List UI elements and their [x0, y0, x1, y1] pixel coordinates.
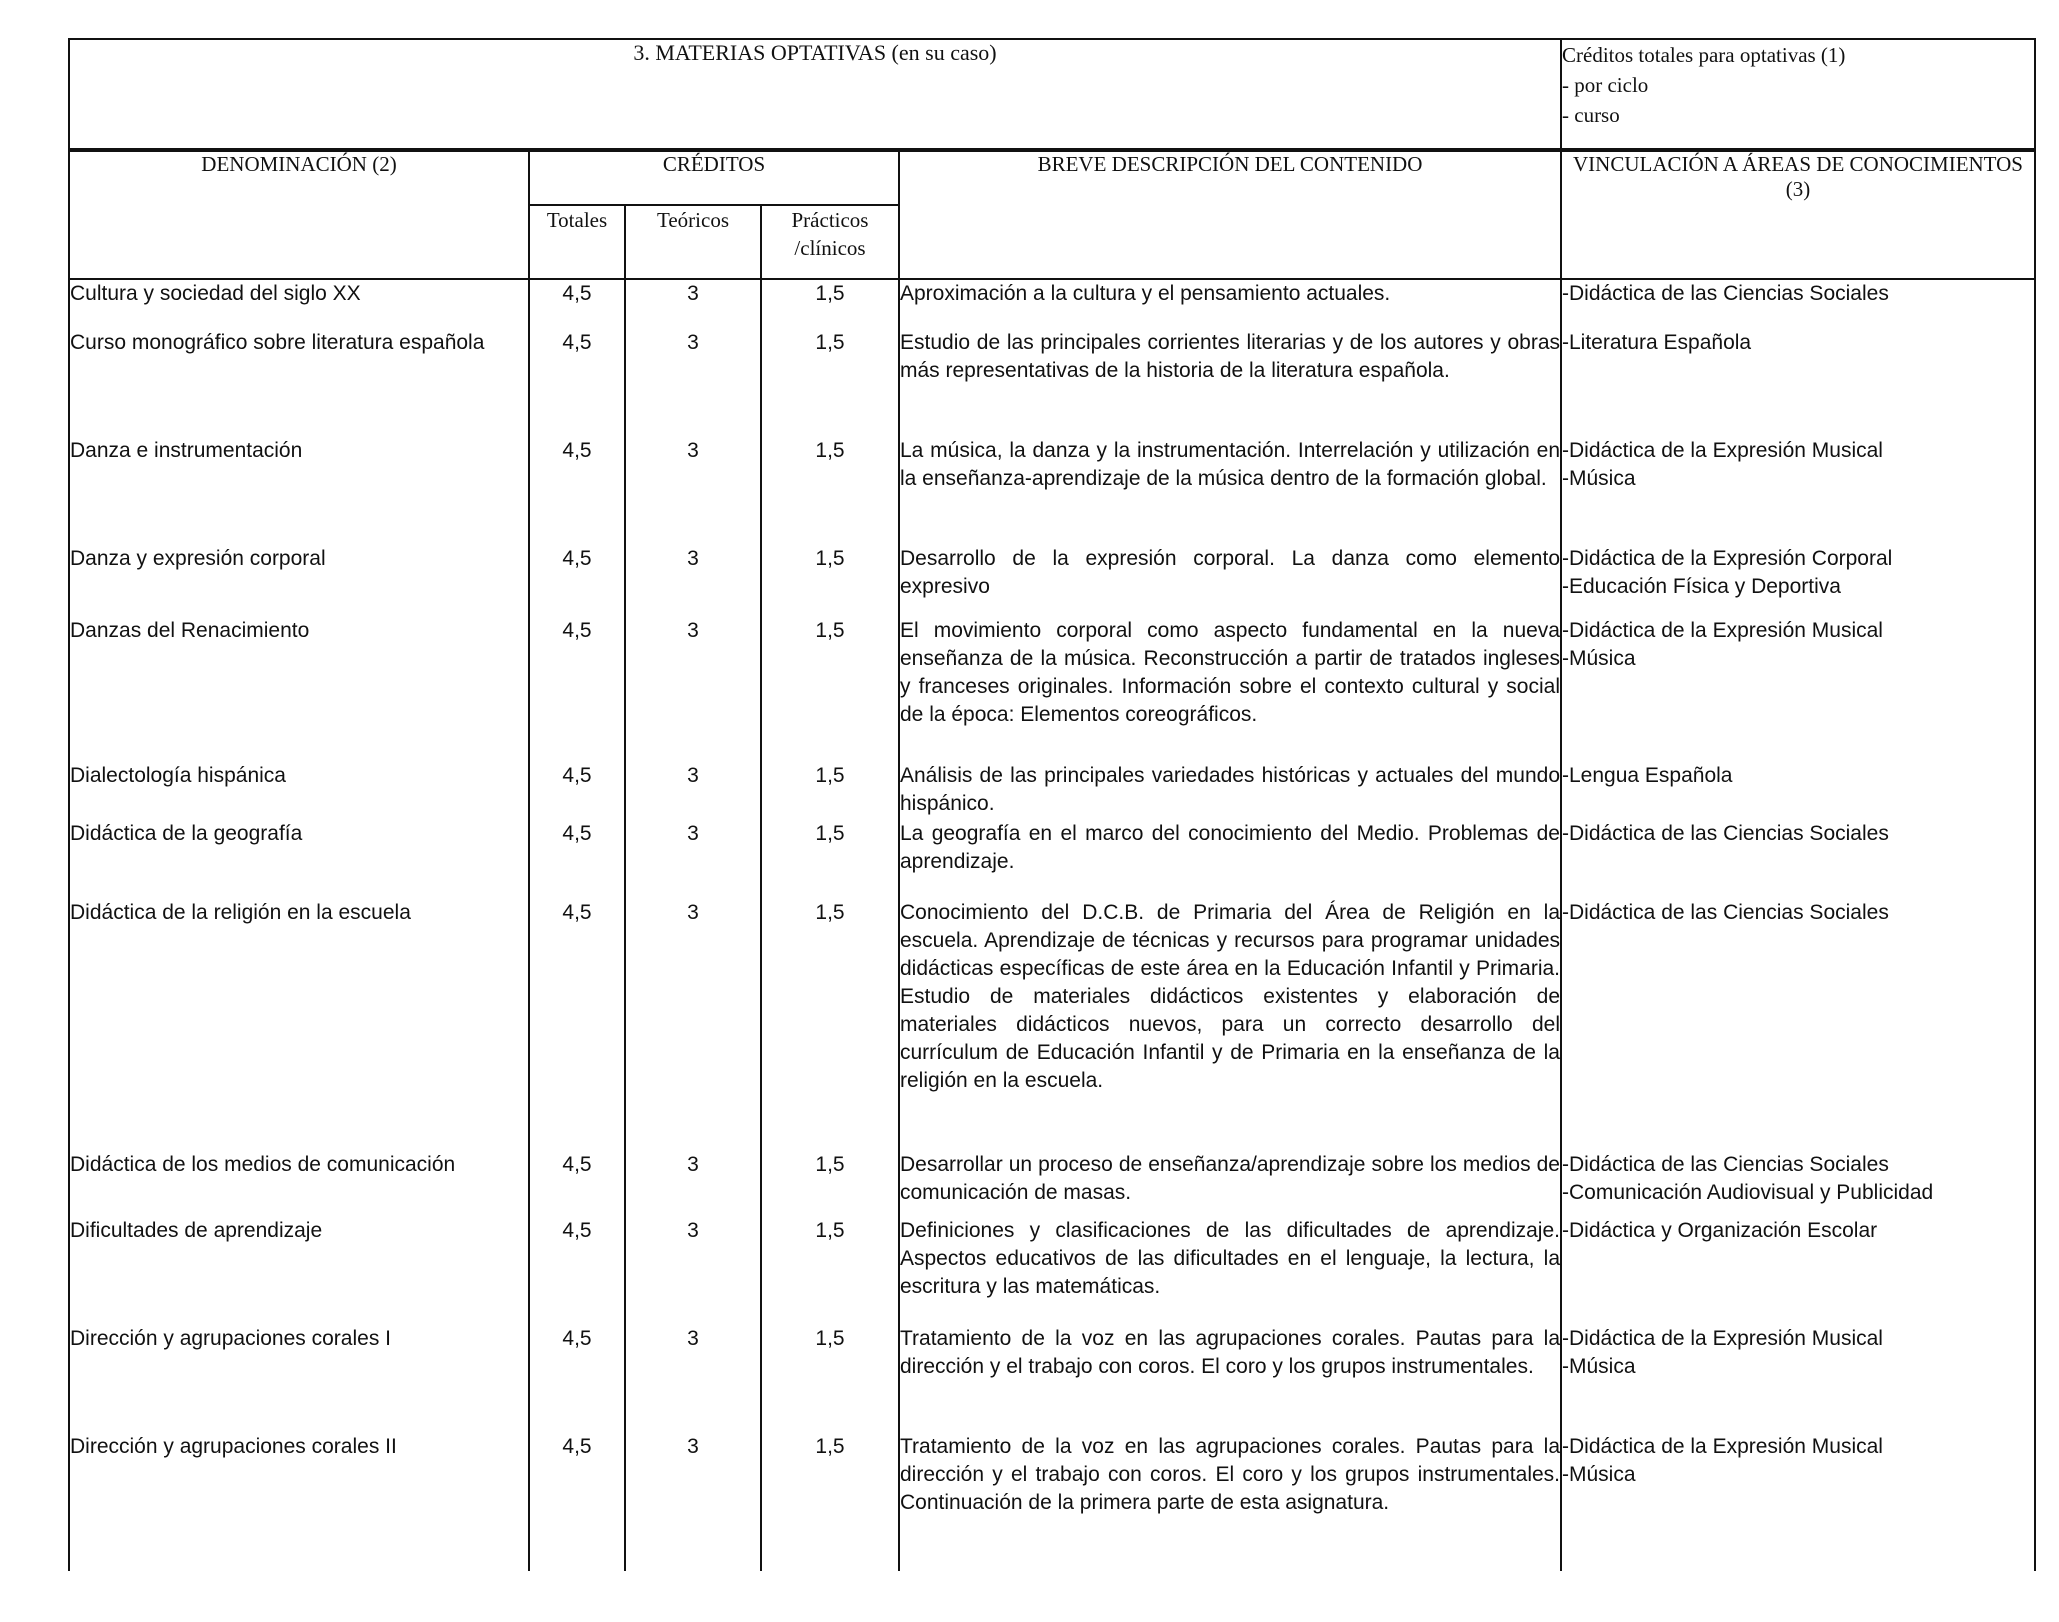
cell-vinculacion	[1561, 617, 2035, 762]
cell-practicos: 1,5	[761, 279, 899, 329]
cell-denominacion: Dirección y agrupaciones corales II	[69, 1433, 529, 1571]
cell-denominacion: Dialectología hispánica	[69, 762, 529, 820]
cell-totales: 4,5	[529, 279, 625, 329]
table-row	[69, 617, 2035, 762]
cell-totales: 4,5	[529, 1325, 625, 1433]
col-header-practicos: Prácticos /clínicos	[761, 205, 899, 279]
credits-info-line: Créditos totales para optativas (1)	[1562, 43, 1846, 67]
area-item: -Didáctica de las Ciencias Sociales	[1562, 282, 1889, 305]
credits-info-line: - por ciclo	[1562, 73, 1649, 97]
table-row	[69, 1433, 2035, 1571]
cell-practicos: 1,5	[761, 820, 899, 899]
cell-descripcion: Tratamiento de la voz en las agrupaciones corales. Pautas para la dirección y el trabajo con coros. El coro y los grupos instrumentales.	[899, 1325, 1561, 1433]
subjects-table	[68, 150, 2036, 1571]
col-header-teoricos: Teóricos	[625, 205, 761, 279]
cell-practicos: 1,5	[761, 1151, 899, 1217]
cell-descripcion: Conocimiento del D.C.B. de Primaria del Área de Religión en la escuela. Aprendizaje de técnicas y recursos para programar unidades didácticas específicas de este área en la Educación Infantil y Primaria. Estudio de materiales didácticos existentes y elaboración de materiales didácticos nuevos, para un correcto desarrollo del currículum de Educación Infantil y de Primaria en la enseñanza de la religión en la escuela.	[899, 899, 1561, 1151]
cell-totales: 4,5	[529, 899, 625, 1151]
cell-practicos: 1,5	[761, 617, 899, 762]
section-title: 3. MATERIAS OPTATIVAS (en su caso)	[69, 39, 1561, 149]
cell-descripcion: Tratamiento de la voz en las agrupaciones corales. Pautas para la dirección y el trabajo con coros. El coro y los grupos instrumentales. Continuación de la primera parte de esta asignatura.	[899, 1433, 1561, 1571]
area-item: -Didáctica de las Ciencias Sociales	[1562, 901, 1889, 924]
cell-vinculacion	[1561, 899, 2035, 1151]
cell-vinculacion	[1561, 545, 2035, 617]
cell-teoricos: 3	[625, 820, 761, 899]
cell-teoricos: 3	[625, 437, 761, 545]
cell-practicos: 1,5	[761, 545, 899, 617]
section-header	[68, 38, 2036, 150]
cell-descripcion: Desarrollar un proceso de enseñanza/aprendizaje sobre los medios de comunicación de masas.	[899, 1151, 1561, 1217]
cell-descripcion: Análisis de las principales variedades históricas y actuales del mundo hispánico.	[899, 762, 1561, 820]
cell-totales: 4,5	[529, 545, 625, 617]
cell-teoricos: 3	[625, 279, 761, 329]
cell-practicos: 1,5	[761, 1217, 899, 1325]
cell-practicos: 1,5	[761, 762, 899, 820]
cell-descripcion: Aproximación a la cultura y el pensamiento actuales.	[899, 279, 1561, 329]
cell-practicos: 1,5	[761, 437, 899, 545]
cell-totales: 4,5	[529, 762, 625, 820]
cell-vinculacion	[1561, 820, 2035, 899]
cell-teoricos: 3	[625, 1325, 761, 1433]
cell-practicos: 1,5	[761, 899, 899, 1151]
area-item: -Didáctica de la Expresión Musical	[1562, 439, 1883, 462]
table-row	[69, 1325, 2035, 1433]
cell-teoricos: 3	[625, 1217, 761, 1325]
col-header-totales: Totales	[529, 205, 625, 279]
table-row	[69, 279, 2035, 329]
cell-denominacion: Dificultades de aprendizaje	[69, 1217, 529, 1325]
cell-vinculacion	[1561, 279, 2035, 329]
col-header-vinculacion: VINCULACIÓN A ÁREAS DE CONOCIMIENTOS (3)	[1561, 151, 2035, 279]
cell-totales: 4,5	[529, 1433, 625, 1571]
cell-totales: 4,5	[529, 820, 625, 899]
cell-denominacion: Danza e instrumentación	[69, 437, 529, 545]
area-item: -Didáctica de la Expresión Musical	[1562, 619, 1883, 642]
cell-vinculacion	[1561, 762, 2035, 820]
cell-denominacion: Didáctica de los medios de comunicación	[69, 1151, 529, 1217]
cell-descripcion: La geografía en el marco del conocimiento del Medio. Problemas de aprendizaje.	[899, 820, 1561, 899]
cell-teoricos: 3	[625, 1151, 761, 1217]
table-row	[69, 545, 2035, 617]
area-item: -Literatura Española	[1562, 331, 1752, 354]
table-row	[69, 1217, 2035, 1325]
col-header-descripcion: BREVE DESCRIPCIÓN DEL CONTENIDO	[899, 151, 1561, 279]
area-item: -Educación Física y Deportiva	[1562, 575, 1841, 598]
cell-vinculacion	[1561, 1217, 2035, 1325]
col-header-creditos: CRÉDITOS	[529, 151, 899, 205]
cell-vinculacion	[1561, 437, 2035, 545]
cell-denominacion: Dirección y agrupaciones corales I	[69, 1325, 529, 1433]
area-item: -Didáctica de las Ciencias Sociales	[1562, 822, 1889, 845]
cell-teoricos: 3	[625, 762, 761, 820]
area-item: -Comunicación Audiovisual y Publicidad	[1562, 1181, 1934, 1204]
cell-teoricos: 3	[625, 329, 761, 437]
document-page	[68, 38, 2034, 1583]
cell-denominacion: Danzas del Renacimiento	[69, 617, 529, 762]
area-item: -Música	[1562, 467, 1636, 490]
cell-vinculacion	[1561, 1433, 2035, 1571]
table-row	[69, 329, 2035, 437]
cell-descripcion: Definiciones y clasificaciones de las dificultades de aprendizaje. Aspectos educativos de las dificultades en el lenguaje, la lectura, la escritura y las matemáticas.	[899, 1217, 1561, 1325]
cell-denominacion: Danza y expresión corporal	[69, 545, 529, 617]
cell-vinculacion	[1561, 329, 2035, 437]
cell-teoricos: 3	[625, 1433, 761, 1571]
table-row	[69, 762, 2035, 820]
cell-vinculacion	[1561, 1325, 2035, 1433]
optional-credits-info	[1561, 39, 2035, 149]
cell-teoricos: 3	[625, 545, 761, 617]
area-item: -Didáctica y Organización Escolar	[1562, 1219, 1878, 1242]
cell-teoricos: 3	[625, 899, 761, 1151]
area-item: -Música	[1562, 647, 1636, 670]
area-item: -Didáctica de la Expresión Corporal	[1562, 547, 1893, 570]
cell-denominacion: Cultura y sociedad del siglo XX	[69, 279, 529, 329]
table-row	[69, 437, 2035, 545]
cell-totales: 4,5	[529, 329, 625, 437]
table-row	[69, 1151, 2035, 1217]
cell-totales: 4,5	[529, 437, 625, 545]
cell-denominacion: Curso monográfico sobre literatura española	[69, 329, 529, 437]
cell-denominacion: Didáctica de la geografía	[69, 820, 529, 899]
area-item: -Didáctica de la Expresión Musical	[1562, 1327, 1883, 1350]
area-item: -Lengua Española	[1562, 764, 1733, 787]
area-item: -Música	[1562, 1355, 1636, 1378]
table-row	[69, 820, 2035, 899]
cell-descripcion: Estudio de las principales corrientes literarias y de los autores y obras más representativas de la historia de la literatura española.	[899, 329, 1561, 437]
cell-practicos: 1,5	[761, 1433, 899, 1571]
cell-descripcion: La música, la danza y la instrumentación. Interrelación y utilización en la enseñanza-aprendizaje de la música dentro de la formación global.	[899, 437, 1561, 545]
cell-descripcion: El movimiento corporal como aspecto fundamental en la nueva enseñanza de la música. Reconstrucción a partir de tratados ingleses y franceses originales. Información sobre el contexto cultural y social de la época: Elementos coreográficos.	[899, 617, 1561, 762]
cell-totales: 4,5	[529, 1151, 625, 1217]
area-item: -Didáctica de las Ciencias Sociales	[1562, 1153, 1889, 1176]
cell-practicos: 1,5	[761, 1325, 899, 1433]
cell-totales: 4,5	[529, 1217, 625, 1325]
cell-teoricos: 3	[625, 617, 761, 762]
cell-descripcion: Desarrollo de la expresión corporal. La danza como elemento expresivo	[899, 545, 1561, 617]
cell-vinculacion	[1561, 1151, 2035, 1217]
col-header-denominacion: DENOMINACIÓN (2)	[69, 151, 529, 279]
area-item: -Música	[1562, 1463, 1636, 1486]
cell-denominacion: Didáctica de la religión en la escuela	[69, 899, 529, 1151]
area-item: -Didáctica de la Expresión Musical	[1562, 1435, 1883, 1458]
table-row	[69, 899, 2035, 1151]
cell-practicos: 1,5	[761, 329, 899, 437]
cell-totales: 4,5	[529, 617, 625, 762]
credits-info-line: - curso	[1562, 103, 1620, 127]
